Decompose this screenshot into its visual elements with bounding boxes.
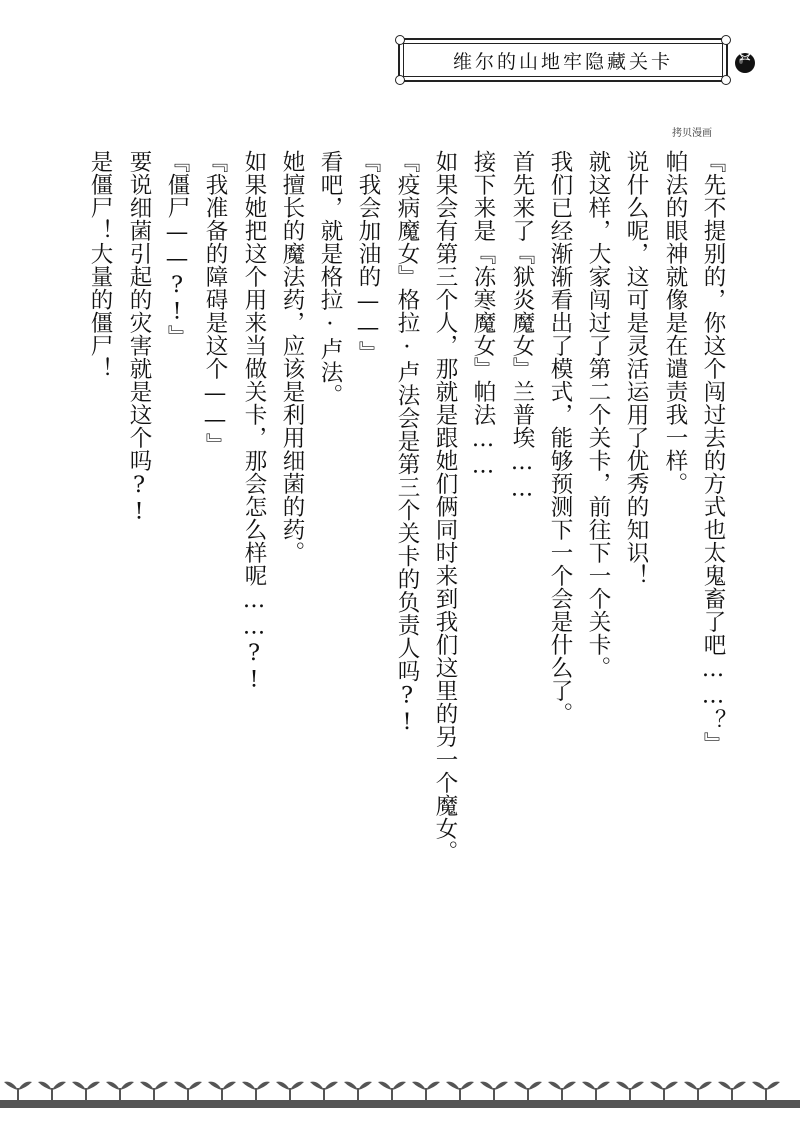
- sprout-icon: [106, 1082, 134, 1102]
- sprout-icon: [208, 1082, 236, 1102]
- chapter-title-banner: [398, 38, 728, 82]
- sprout-icon: [684, 1082, 712, 1102]
- text-column: 『僵尸——?!』: [164, 150, 190, 348]
- text-column: 是僵尸！大量的僵尸！: [87, 150, 113, 380]
- corner-ornament-icon: [721, 75, 731, 85]
- corner-ornament-icon: [721, 35, 731, 45]
- text-column: 我们已经渐渐看出了模式，能够预测下一个会是什么了。: [547, 150, 573, 725]
- tomato-icon: [732, 48, 758, 74]
- sprout-icon: [242, 1082, 270, 1102]
- sprout-icon: [174, 1082, 202, 1102]
- sprout-icon: [650, 1082, 678, 1102]
- sprout-icon: [378, 1082, 406, 1102]
- sprout-icon: [412, 1082, 440, 1102]
- sprout-icon: [344, 1082, 372, 1102]
- chapter-title: 维尔的山地牢隐藏关卡: [452, 50, 673, 73]
- corner-ornament-icon: [395, 75, 405, 85]
- sprout-icon: [72, 1082, 100, 1102]
- text-column: 如果会有第三个人，那就是跟她们俩同时来到我们这里的另一个魔女。: [432, 150, 458, 863]
- sprout-icon: [4, 1082, 32, 1102]
- sprout-icon: [38, 1082, 66, 1102]
- text-column: 说什么呢，这可是灵活运用了优秀的知识！: [623, 150, 649, 587]
- sprout-icon: [548, 1082, 576, 1102]
- text-column: 看吧，就是格拉·卢法。: [317, 150, 343, 407]
- text-column: 如果她把这个用来当做关卡，那会怎么样呢……?!: [241, 150, 267, 693]
- sprout-icon: [616, 1082, 644, 1102]
- sprout-icon: [718, 1082, 746, 1102]
- text-column: 首先来了『狱炎魔女』兰普埃……: [509, 150, 535, 502]
- sprout-icon: [480, 1082, 508, 1102]
- corner-ornament-icon: [395, 35, 405, 45]
- sprout-icon: [310, 1082, 338, 1102]
- text-column: 『疫病魔女』格拉·卢法会是第三个关卡的负责人吗?!: [394, 150, 420, 736]
- text-column: 接下来是『冻寒魔女』帕法……: [470, 150, 496, 479]
- sprout-icon: [446, 1082, 474, 1102]
- text-column: 就这样，大家闯过了第二个关卡，前往下一个关卡。: [585, 150, 611, 679]
- sprout-icon: [140, 1082, 168, 1102]
- text-column: 帕法的眼神就像是在谴责我一样。: [662, 150, 688, 495]
- sprout-icon: [752, 1082, 780, 1102]
- sprout-border-icon: [0, 1072, 800, 1108]
- text-column: 『先不提别的，你这个闯过去的方式也太鬼畜了吧……？』: [700, 150, 726, 755]
- text-column: 她擅长的魔法药，应该是利用细菌的药。: [279, 150, 305, 564]
- text-column: 要说细菌引起的灾害就是这个吗?!: [126, 150, 152, 525]
- watermark-text: 拷贝漫画: [672, 128, 712, 139]
- sprout-icon: [514, 1082, 542, 1102]
- text-column: 『我会加油的——』: [355, 150, 381, 364]
- sprout-icon: [582, 1082, 610, 1102]
- text-column: 『我准备的障碍是这个——』: [202, 150, 228, 456]
- sprout-icon: [276, 1082, 304, 1102]
